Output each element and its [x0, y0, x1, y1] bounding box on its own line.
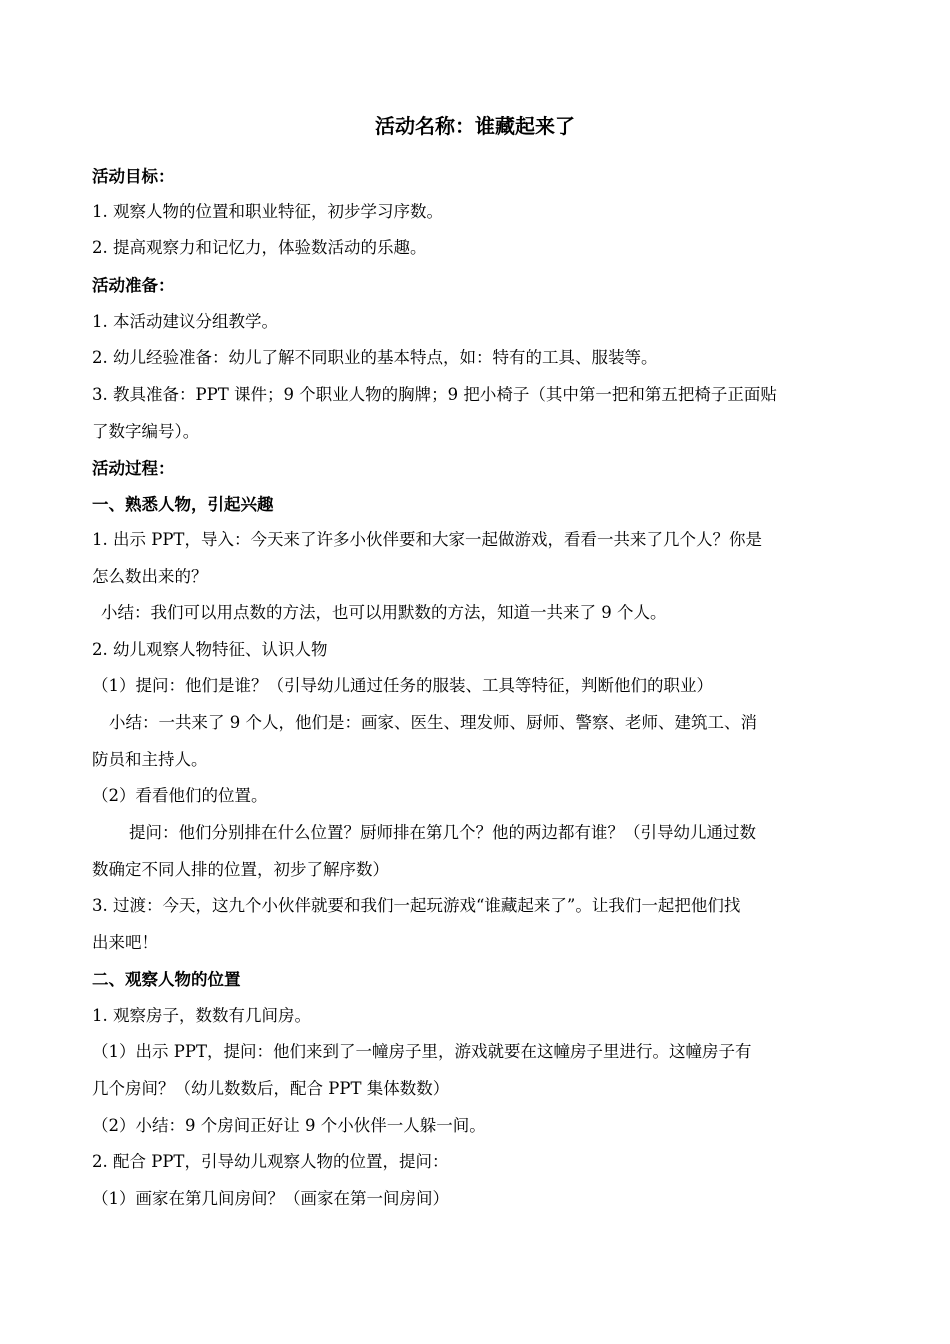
text-line: 1. 本活动建议分组教学。	[92, 312, 278, 331]
text-line: 防员和主持人。	[92, 750, 208, 769]
subsection-heading: 二、观察人物的位置	[92, 970, 241, 989]
text-line: 数确定不同人排的位置，初步了解序数）	[92, 860, 389, 879]
text-line: （2）看看他们的位置。	[92, 786, 268, 805]
text-line: 1. 观察人物的位置和职业特征，初步学习序数。	[92, 202, 443, 221]
text-line: 小结：一共来了 9 个人，他们是：画家、医生、理发师、厨师、警察、老师、建筑工、消	[109, 713, 757, 732]
text-line: 2. 配合 PPT，引导幼儿观察人物的位置，提问：	[92, 1152, 449, 1171]
text-line: （1）出示 PPT，提问：他们来到了一幢房子里，游戏就要在这幢房子里进行。这幢房子有	[92, 1042, 752, 1061]
text-line: （1）提问：他们是谁？（引导幼儿通过任务的服装、工具等特征，判断他们的职业）	[92, 676, 713, 695]
document-title: 活动名称：谁藏起来了	[375, 114, 575, 138]
text-line: 2. 幼儿观察人物特征、认识人物	[92, 640, 328, 659]
text-line: 了数字编号）。	[92, 422, 200, 441]
text-line: 小结：我们可以用点数的方法，也可以用默数的方法，知道一共来了 9 个人。	[101, 603, 667, 622]
text-line: 3. 教具准备：PPT 课件；9 个职业人物的胸牌；9 把小椅子（其中第一把和第五把椅子正面贴	[92, 385, 777, 404]
text-line: 怎么数出来的？	[92, 567, 208, 586]
text-line: 出来吧！	[92, 933, 158, 952]
text-line: 几个房间？（幼儿数数后，配合 PPT 集体数数）	[92, 1079, 450, 1098]
text-line: （1）画家在第几间房间？（画家在第一间房间）	[92, 1189, 449, 1208]
text-line: 3. 过渡：今天，这九个小伙伴就要和我们一起玩游戏“谁藏起来了”。让我们一起把他们找	[92, 896, 741, 915]
section-heading-preparation: 活动准备：	[92, 276, 175, 295]
section-heading-process: 活动过程：	[92, 459, 175, 478]
text-line: 2. 提高观察力和记忆力，体验数活动的乐趣。	[92, 238, 427, 257]
section-heading-goals: 活动目标：	[92, 167, 175, 186]
text-line: 1. 出示 PPT，导入：今天来了许多小伙伴要和大家一起做游戏，看看一共来了几个人？你是	[92, 530, 762, 549]
subsection-heading: 一、熟悉人物，引起兴趣	[92, 495, 274, 514]
text-line: （2）小结：9 个房间正好让 9 个小伙伴一人躲一间。	[92, 1116, 486, 1135]
text-line: 1. 观察房子，数数有几间房。	[92, 1006, 311, 1025]
text-line: 提问：他们分别排在什么位置？厨师排在第几个？他的两边都有谁？（引导幼儿通过数	[129, 823, 756, 842]
text-line: 2. 幼儿经验准备：幼儿了解不同职业的基本特点，如：特有的工具、服装等。	[92, 348, 658, 367]
